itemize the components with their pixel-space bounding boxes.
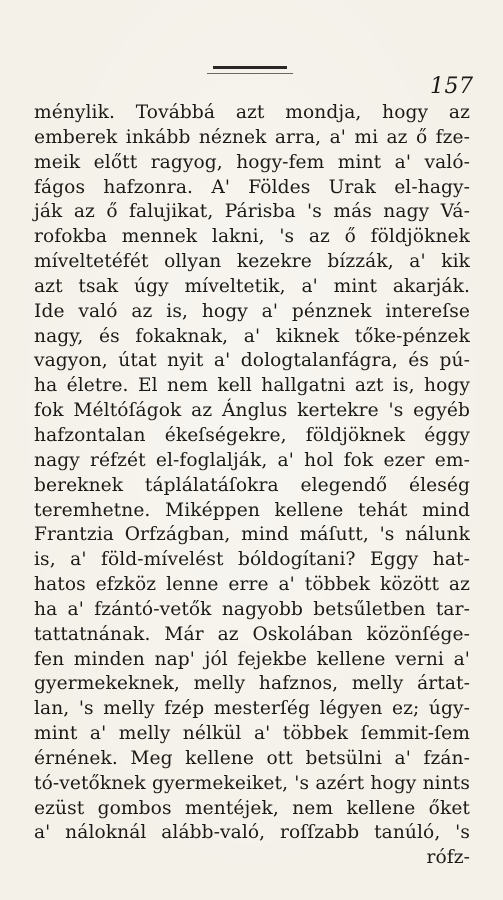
text-line: tó-vetőknek gyermekeiket, 's azért hogy nints (34, 772, 470, 794)
text-line: azt tsak úgy míveltetik, a' mint akarják. (34, 275, 470, 297)
text-line: ják az ő falujikat, Párisba 's más nagy Vá- (34, 201, 470, 223)
text-line: fok Méltóſágok az Ánglus kertekre 's egyéb (34, 400, 470, 422)
text-line: mint a' melly nélkül a' többek ſemmit-ſem (34, 723, 470, 745)
text-line: hafzontalan ékeſségekre, földjöknek éggy (34, 424, 470, 446)
text-line: rofokba mennek lakni, 's az ő földjöknek (34, 226, 470, 248)
text-line: emberek inkább néznek arra, a' mi az ő fze- (34, 126, 470, 148)
text-line: ha a' fzántó-vetők nagyobb betsűletben tar- (34, 598, 470, 620)
text-line: ha életre. El nem kell hallgatni azt is, hogy (34, 375, 470, 397)
text-line: bereknek táplálatáſokra elegendő éleség (34, 474, 470, 496)
text-line: érnének. Meg kellene ott betsülni a' fzán- (34, 747, 470, 769)
catchword: rófz- (426, 847, 470, 869)
text-line: fágos hafzonra. A' Földes Urak el-hagy- (34, 176, 470, 198)
text-line: is, a' föld-mívelést bóldogítani? Eggy hat- (34, 549, 470, 571)
header-rule-thin (207, 73, 293, 74)
text-line: gyermekeknek, melly hafznos, melly ártat- (34, 673, 470, 695)
text-line: Frantzia Orfzágban, mind máſutt, 's nálunk (34, 524, 470, 546)
text-line: fen minden nap' jól fejekbe kellene verni a' (34, 648, 470, 670)
text-line: nagy réfzét el-foglalják, a' hol fok ezer em- (34, 449, 470, 471)
text-line: ménylik. Továbbá azt mondja, hogy az (34, 102, 470, 123)
text-line: ezüst gombos mentéjek, nem kellene őket (34, 797, 470, 819)
text-line: teremhetne. Miképpen kellene tehát mind (34, 499, 470, 521)
text-line: tattatnának. Már az Oskolában közönſége- (34, 623, 470, 645)
text-line: Ide való az is, hogy a' pénznek intereſse (34, 300, 470, 322)
text-line: lan, 's melly fzép mesterſég légyen ez; úgy- (34, 698, 470, 720)
page-number: 157 (430, 74, 474, 99)
text-line: meik előtt ragyog, hogy-fem mint a' való- (34, 151, 470, 173)
text-line: vagyon, útat nyit a' dologtalanfágra, és pú- (34, 350, 470, 372)
text-line: míveltetéfét ollyan kezekre bízzák, a' kik (34, 251, 470, 273)
body-text (34, 101, 470, 871)
text-line: a' náloknál alább-való, roſſzabb tanúló, 's (34, 822, 470, 844)
header-rule-thick (213, 66, 287, 69)
text-line: hatos efzköz lenne erre a' többek között az (34, 574, 470, 596)
text-line: nagy, és fokaknak, a' kiknek tőke-pénzek (34, 325, 470, 347)
